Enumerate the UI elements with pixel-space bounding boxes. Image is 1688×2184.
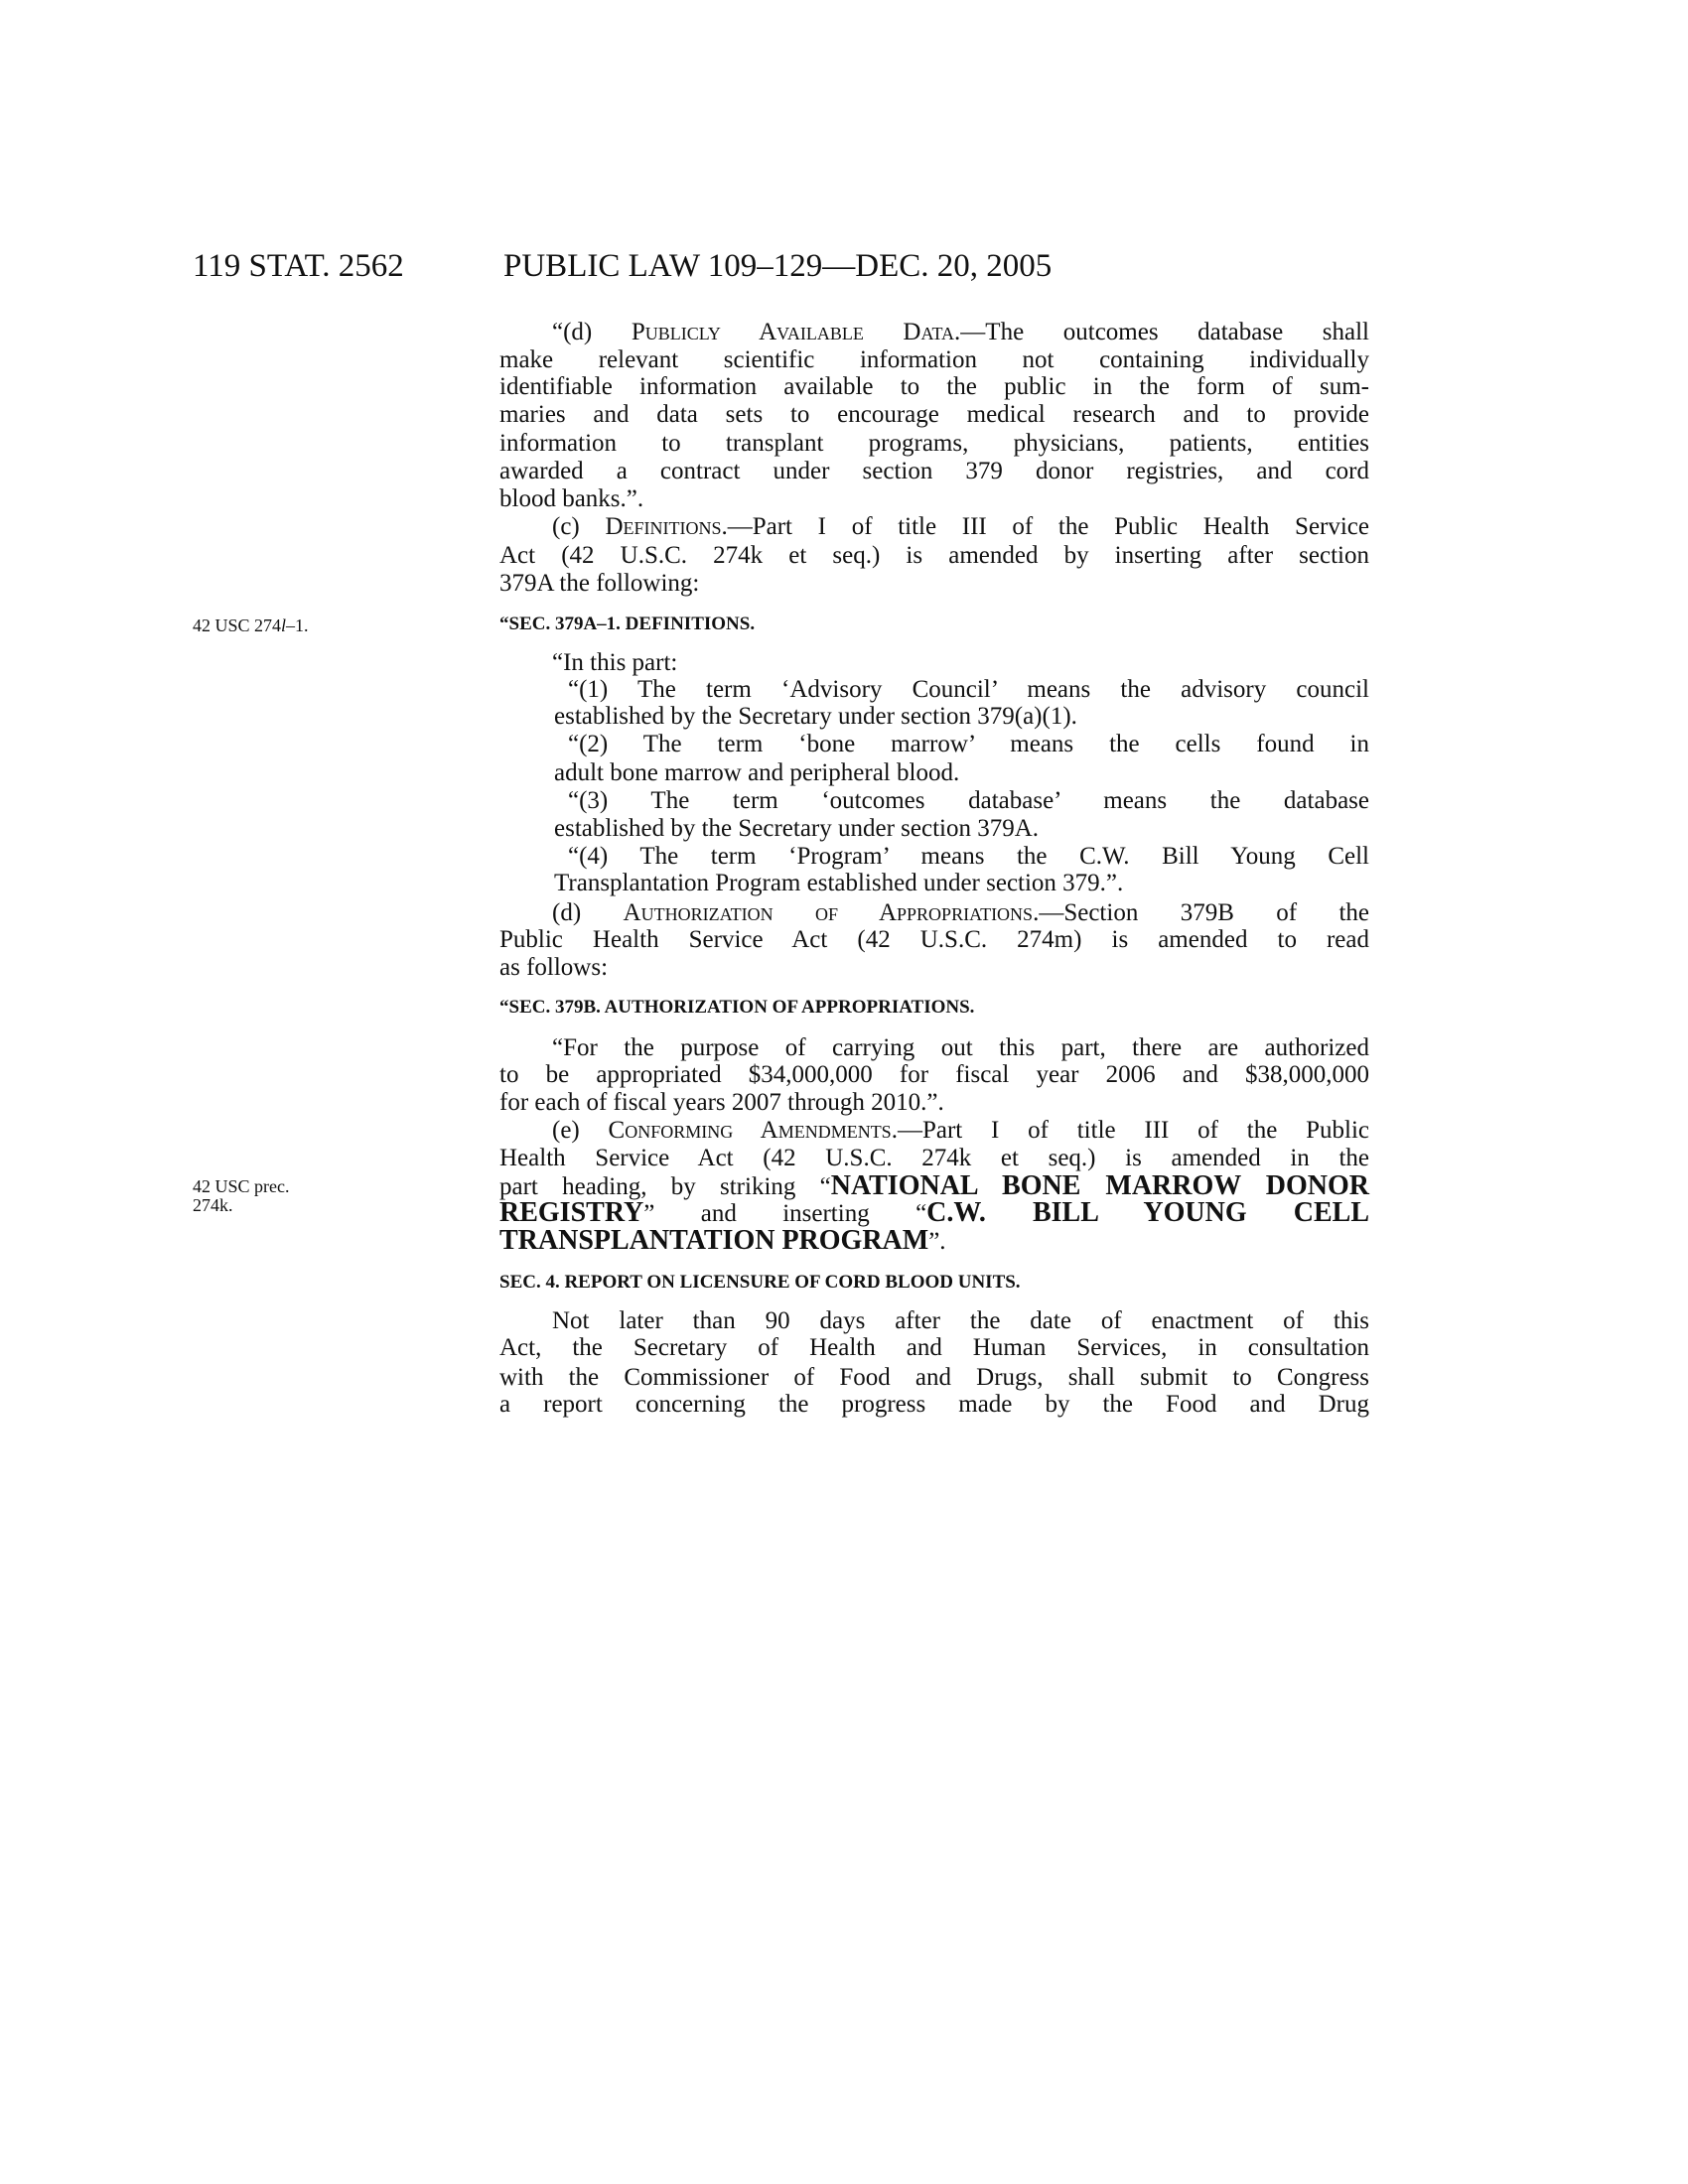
definition-item: Transplantation Program established under section 379.”. (554, 870, 1124, 896)
paragraph-e-line (499, 1172, 1369, 1200)
definition-item: “(1) The term ‘Advisory Council’ means the advisory council (568, 676, 1369, 703)
paragraph-d-line: identifiable information available to the public in the form of sum- (499, 373, 1369, 400)
text: ” and inserting “ (643, 1200, 927, 1227)
paragraph-e-line: Health Service Act (42 U.S.C. 274k et seq.) is amended in the (499, 1145, 1369, 1171)
definition-item: established by the Secretary under section 379A. (554, 815, 1040, 842)
text: .—The outcomes database shall (954, 319, 1369, 345)
struck-heading: NATIONAL BONE MARROW DONOR (830, 1170, 1369, 1201)
paragraph-e-line (552, 1117, 1369, 1145)
inserted-heading: TRANSPLANTATION PROGRAM (499, 1225, 929, 1256)
text: (e) (552, 1117, 609, 1144)
text: l (281, 615, 287, 635)
paragraph-d-line: make relevant scientific information not containing individually (499, 346, 1369, 373)
paragraph-d-line: blood banks.”. (499, 485, 644, 512)
section-heading: “SEC. 379B. AUTHORIZATION OF APPROPRIATIONS. (499, 997, 975, 1018)
section-4-line: Act, the Secretary of Health and Human Services, in consultation (499, 1334, 1369, 1361)
paragraph-d2-line: as follows: (499, 954, 609, 981)
text: –1. (286, 615, 309, 635)
paragraph-c-line (552, 513, 1369, 541)
section-379b-line: for each of fiscal years 2007 through 2010.”. (499, 1089, 944, 1116)
margin-note-usc: 274k. (193, 1195, 233, 1215)
subsection-heading: Conforming Amendments (608, 1117, 892, 1144)
section-379b-line: “For the purpose of carrying out this part, there are authorized (552, 1034, 1369, 1061)
definition-item: adult bone marrow and peripheral blood. (554, 759, 960, 786)
section-heading: “SEC. 379A–1. DEFINITIONS. (499, 614, 756, 634)
text: .—Part I of title III of the Public (891, 1117, 1369, 1144)
section-379b-line: to be appropriated $34,000,000 for fiscal year 2006 and $38,000,000 (499, 1061, 1369, 1088)
paragraph-d2-line (552, 899, 1369, 927)
definition-item: “(3) The term ‘outcomes database’ means the database (568, 787, 1369, 814)
section-heading: SEC. 4. REPORT ON LICENSURE OF CORD BLOOD UNITS. (499, 1272, 1021, 1293)
paragraph-d-line (552, 319, 1369, 346)
text: .—Part I of title III of the Public Health Service (721, 513, 1370, 540)
struck-heading: REGISTRY (499, 1197, 644, 1228)
text: (d) (552, 899, 624, 926)
subsection-heading: Definitions (605, 513, 722, 540)
definitions-intro: “In this part: (552, 649, 678, 676)
paragraph-c-line: 379A the following: (499, 570, 700, 597)
text: ”. (928, 1228, 946, 1255)
definition-item: “(2) The term ‘bone marrow’ means the cells found in (568, 731, 1369, 757)
margin-note-usc: 42 USC prec. (193, 1176, 290, 1196)
definition-item: established by the Secretary under section 379(a)(1). (554, 703, 1077, 730)
definition-item: “(4) The term ‘Program’ means the C.W. Bill Young Cell (568, 843, 1369, 870)
section-4-line: a report concerning the progress made by the Food and Drug (499, 1391, 1369, 1418)
section-4-line: with the Commissioner of Food and Drugs, shall submit to Congress (499, 1364, 1369, 1391)
paragraph-c-line: Act (42 U.S.C. 274k et seq.) is amended by inserting after section (499, 542, 1369, 569)
text: (c) (552, 513, 606, 540)
paragraph-d-line: information to transplant programs, physicians, patients, entities (499, 430, 1369, 457)
subsection-heading: Authorization of Appropriations (623, 899, 1034, 926)
subsection-heading: Publicly Available Data (631, 319, 955, 345)
paragraph-d2-line: Public Health Service Act (42 U.S.C. 274m) is amended to read (499, 926, 1369, 953)
paragraph-e-line (499, 1199, 1369, 1227)
paragraph-d-line: awarded a contract under section 379 donor registries, and cord (499, 458, 1369, 484)
section-4-line: Not later than 90 days after the date of enactment of this (552, 1307, 1369, 1334)
page-reference: 119 STAT. 2562 (193, 248, 404, 284)
paragraph-e-line (499, 1227, 1369, 1255)
text: part heading, by striking “ (499, 1173, 831, 1200)
paragraph-d-line: maries and data sets to encourage medical research and to provide (499, 401, 1369, 428)
text: “(d) (552, 319, 632, 345)
text: .—Section 379B of the (1033, 899, 1370, 926)
text: 42 USC 274 (193, 615, 282, 635)
running-title: PUBLIC LAW 109–129—DEC. 20, 2005 (503, 248, 1053, 284)
inserted-heading: C.W. BILL YOUNG CELL (926, 1197, 1369, 1228)
margin-note-usc (193, 615, 309, 635)
